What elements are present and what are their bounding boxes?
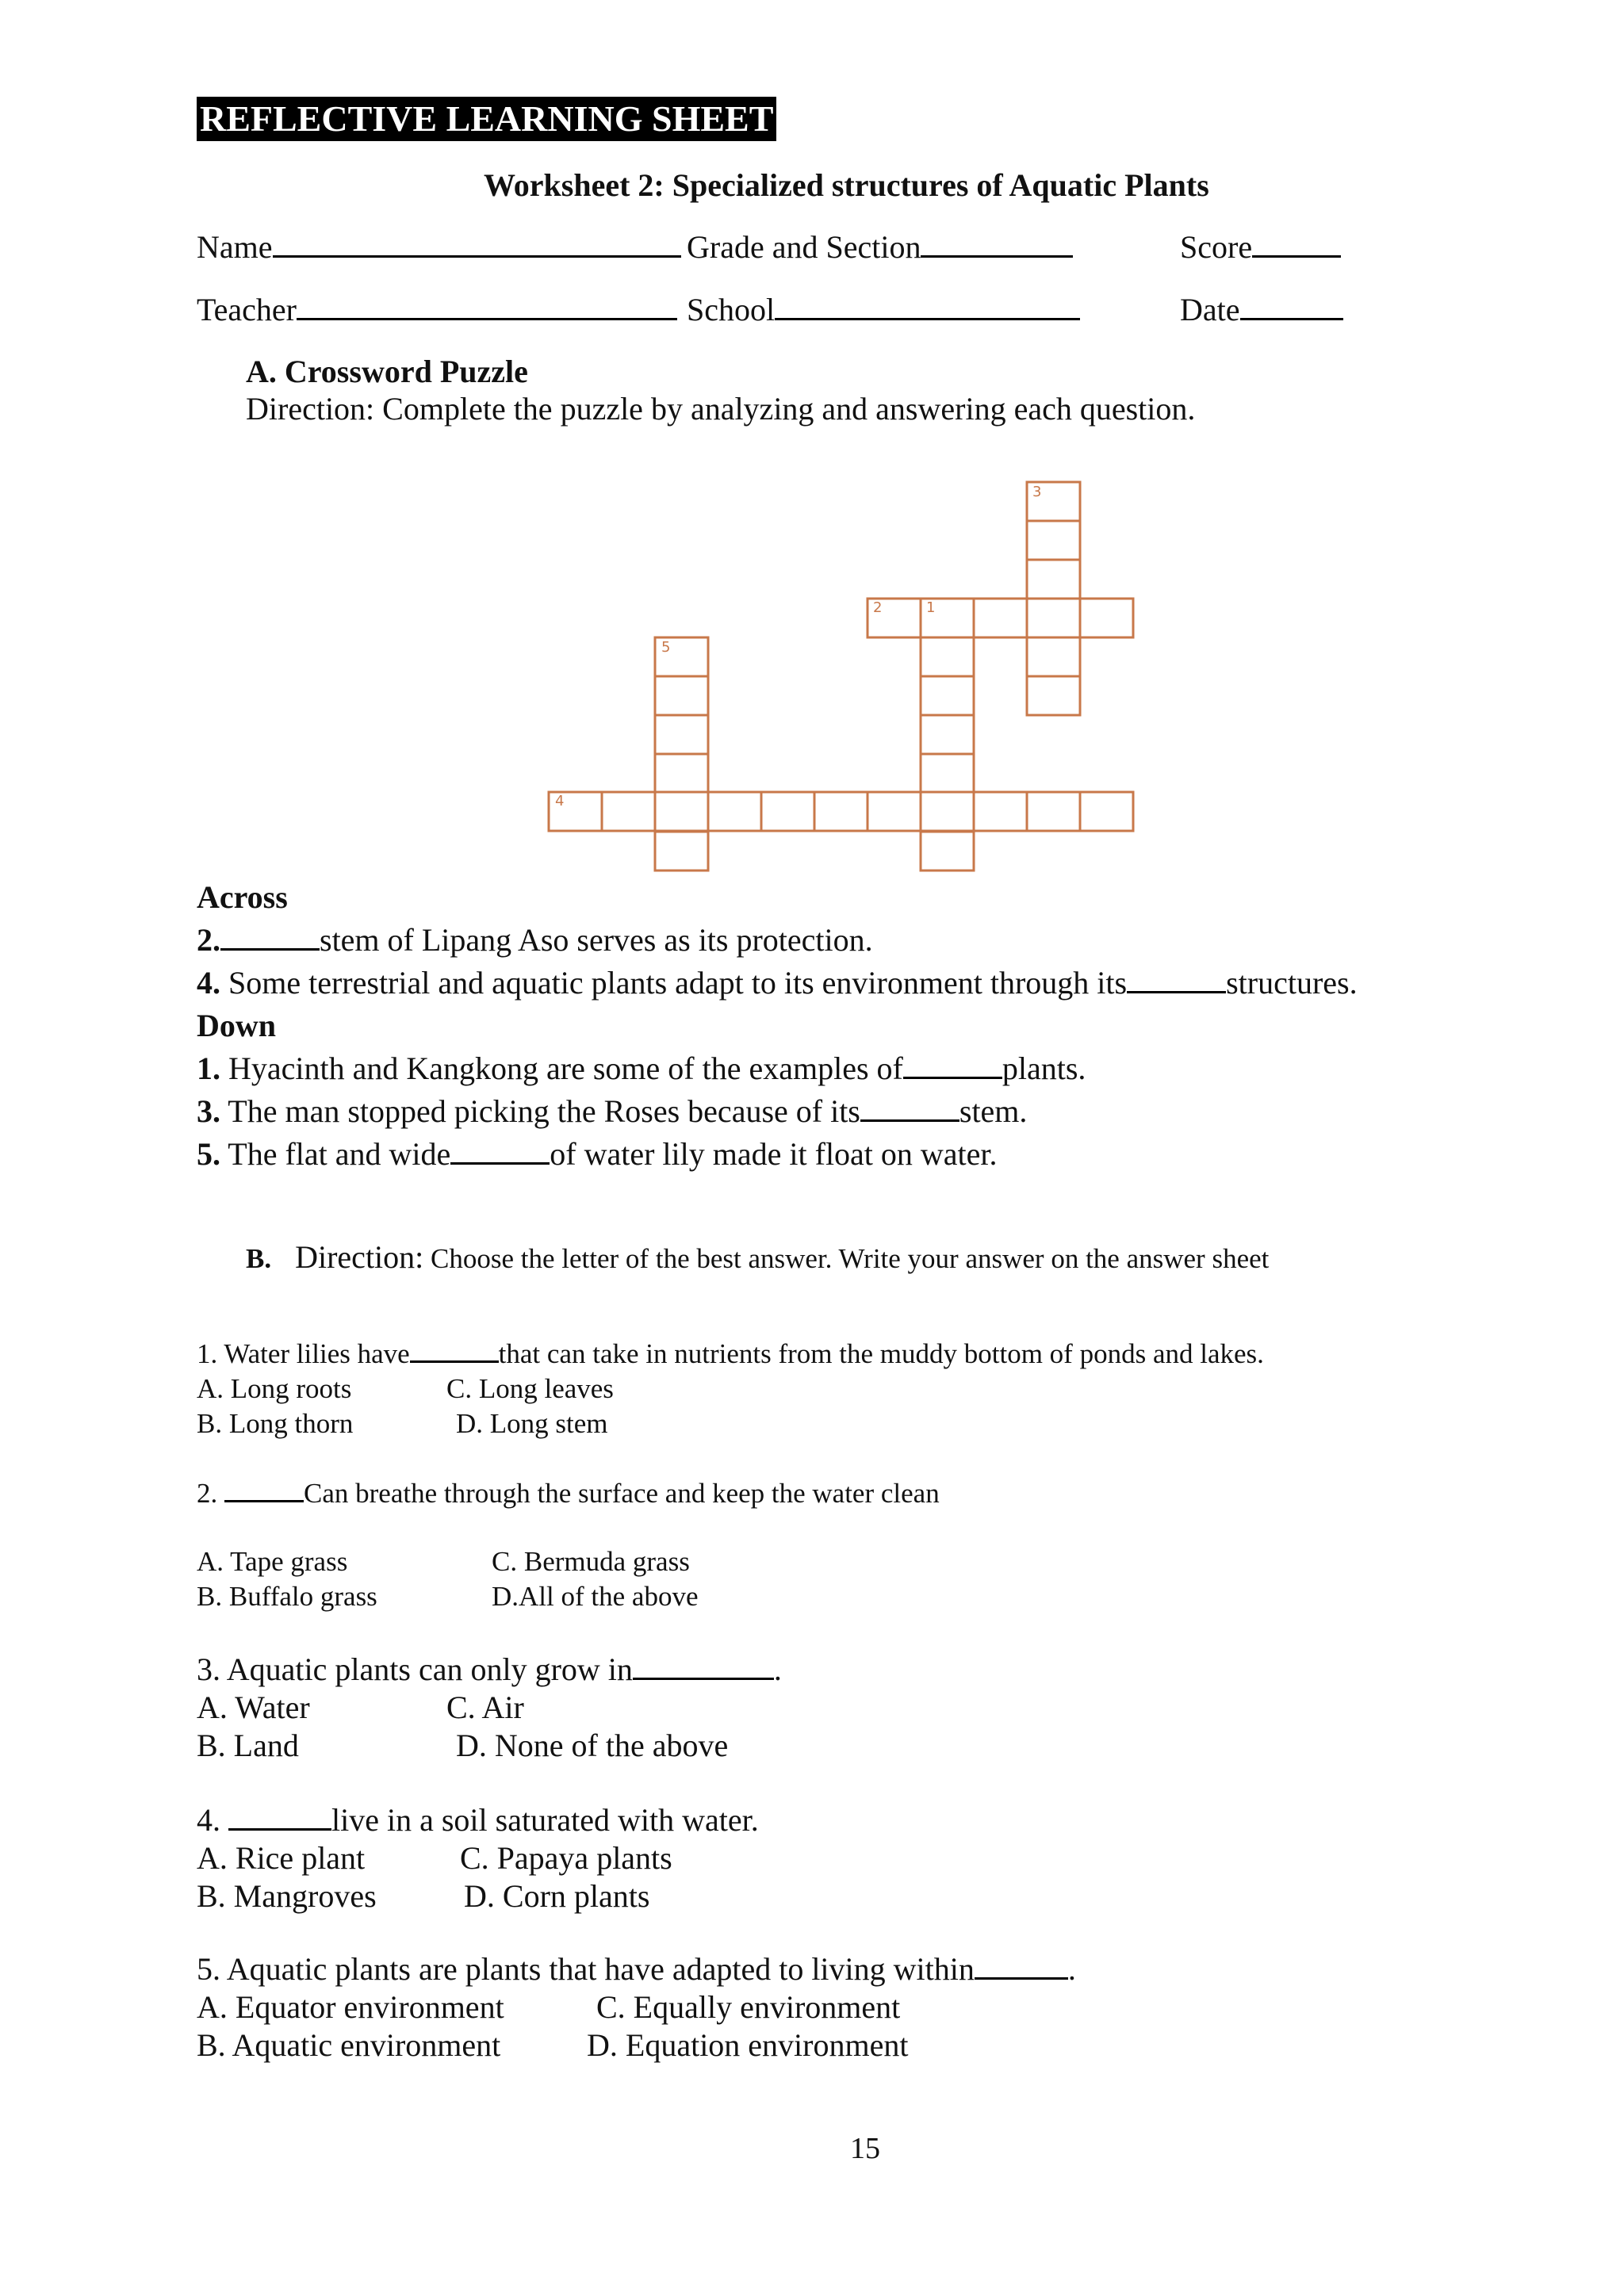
q1-option-c[interactable]: C. Long leaves: [446, 1373, 614, 1404]
q3-option-b[interactable]: B. Land: [197, 1728, 299, 1763]
crossword-cell[interactable]: [655, 832, 708, 871]
crossword-cell[interactable]: [1027, 560, 1080, 599]
crossword-cell[interactable]: [1080, 792, 1133, 831]
crossword-cell[interactable]: [708, 792, 761, 831]
across-clue-4: 4. Some terrestrial and aquatic plants adapt to its environment through its structures.: [197, 965, 1358, 1001]
question-5: 5. Aquatic plants are plants that have adapted to living within .: [197, 1951, 1076, 1987]
q5-option-c[interactable]: C. Equally environment: [596, 1989, 901, 2025]
crossword-cell[interactable]: [655, 754, 708, 793]
q4-option-d[interactable]: D. Corn plants: [464, 1878, 650, 1914]
grade-section-label: Grade and Section: [687, 229, 921, 265]
date-label: Date: [1180, 292, 1240, 327]
q2-option-c[interactable]: C. Bermuda grass: [492, 1546, 690, 1577]
down-clue-5: 5. The flat and wide of water lily made it float on water.: [197, 1136, 998, 1172]
crossword-cell[interactable]: [1080, 599, 1133, 637]
teacher-label: Teacher: [197, 292, 297, 327]
down-clue-1: 1. Hyacinth and Kangkong are some of the examples of plants.: [197, 1050, 1086, 1086]
q2-option-a[interactable]: A. Tape grass: [197, 1546, 348, 1577]
crossword-cell[interactable]: [602, 792, 655, 831]
q2-option-b[interactable]: B. Buffalo grass: [197, 1581, 377, 1612]
q4-option-c[interactable]: C. Papaya plants: [460, 1840, 672, 1876]
section-a-heading: A. Crossword Puzzle: [246, 354, 528, 389]
question-4: 4. live in a soil saturated with water.: [197, 1802, 759, 1838]
crossword-number-4: 4: [555, 793, 565, 809]
crossword-cell[interactable]: [921, 792, 974, 831]
crossword-cell[interactable]: [814, 792, 868, 831]
q1-option-a[interactable]: A. Long roots: [197, 1373, 352, 1404]
q1-option-b[interactable]: B. Long thorn: [197, 1408, 354, 1439]
worksheet-subtitle: Worksheet 2: Specialized structures of Aquatic Plants: [484, 167, 1209, 203]
question-1: 1. Water lilies have that can take in nutrients from the muddy bottom of ponds and lakes.: [197, 1338, 1264, 1369]
crossword-cell[interactable]: [921, 715, 974, 754]
sheet-title: REFLECTIVE LEARNING SHEET: [197, 97, 776, 141]
crossword-cell[interactable]: [1027, 521, 1080, 560]
crossword-cell[interactable]: [1027, 676, 1080, 715]
school-label: School: [687, 292, 776, 327]
q5-option-b[interactable]: B. Aquatic environment: [197, 2027, 501, 2063]
name-label: Name: [197, 229, 273, 265]
crossword-cell[interactable]: [921, 637, 974, 676]
crossword-cell[interactable]: [1027, 792, 1080, 831]
q4-option-b[interactable]: B. Mangroves: [197, 1878, 377, 1914]
crossword-cell[interactable]: [921, 754, 974, 793]
q2-option-d[interactable]: D.All of the above: [492, 1581, 699, 1612]
q3-option-c[interactable]: C. Air: [446, 1689, 524, 1725]
page-number: 15: [850, 2132, 880, 2165]
down-heading: Down: [197, 1008, 277, 1043]
crossword-number-3: 3: [1032, 484, 1042, 500]
q1-option-d[interactable]: D. Long stem: [456, 1408, 608, 1439]
section-b-direction: B. Direction: Choose the letter of the best answer. Write your answer on the answer sheet: [246, 1239, 1270, 1275]
crossword-grid: [0, 0, 1624, 888]
q5-option-d[interactable]: D. Equation environment: [587, 2027, 909, 2063]
across-heading: Across: [197, 879, 288, 915]
crossword-cell[interactable]: [655, 715, 708, 754]
q3-option-a[interactable]: A. Water: [197, 1689, 310, 1725]
crossword-cell[interactable]: [1027, 637, 1080, 676]
crossword-cell[interactable]: [921, 832, 974, 871]
crossword-cell[interactable]: [761, 792, 814, 831]
crossword-number-2: 2: [873, 599, 883, 616]
section-a-direction: Direction: Complete the puzzle by analyzing and answering each question.: [246, 391, 1196, 427]
crossword-number-5: 5: [661, 639, 671, 656]
crossword-number-1: 1: [926, 599, 936, 616]
q4-option-a[interactable]: A. Rice plant: [197, 1840, 366, 1876]
crossword-cell[interactable]: [974, 792, 1027, 831]
crossword-cell[interactable]: [655, 792, 708, 831]
across-clue-2: 2. stem of Lipang Aso serves as its protection.: [197, 922, 873, 958]
down-clue-3: 3. The man stopped picking the Roses because of its stem.: [197, 1093, 1028, 1129]
question-3: 3. Aquatic plants can only grow in .: [197, 1651, 782, 1687]
crossword-cell[interactable]: [1027, 599, 1080, 637]
q5-option-a[interactable]: A. Equator environment: [197, 1989, 504, 2025]
crossword-cell[interactable]: [868, 792, 921, 831]
question-2: 2. Can breathe through the surface and keep the water clean: [197, 1478, 940, 1509]
crossword-cell[interactable]: [655, 676, 708, 715]
crossword-cell[interactable]: [921, 676, 974, 715]
crossword-cell[interactable]: [974, 599, 1027, 637]
q3-option-d[interactable]: D. None of the above: [456, 1728, 729, 1763]
score-label: Score: [1180, 229, 1253, 265]
